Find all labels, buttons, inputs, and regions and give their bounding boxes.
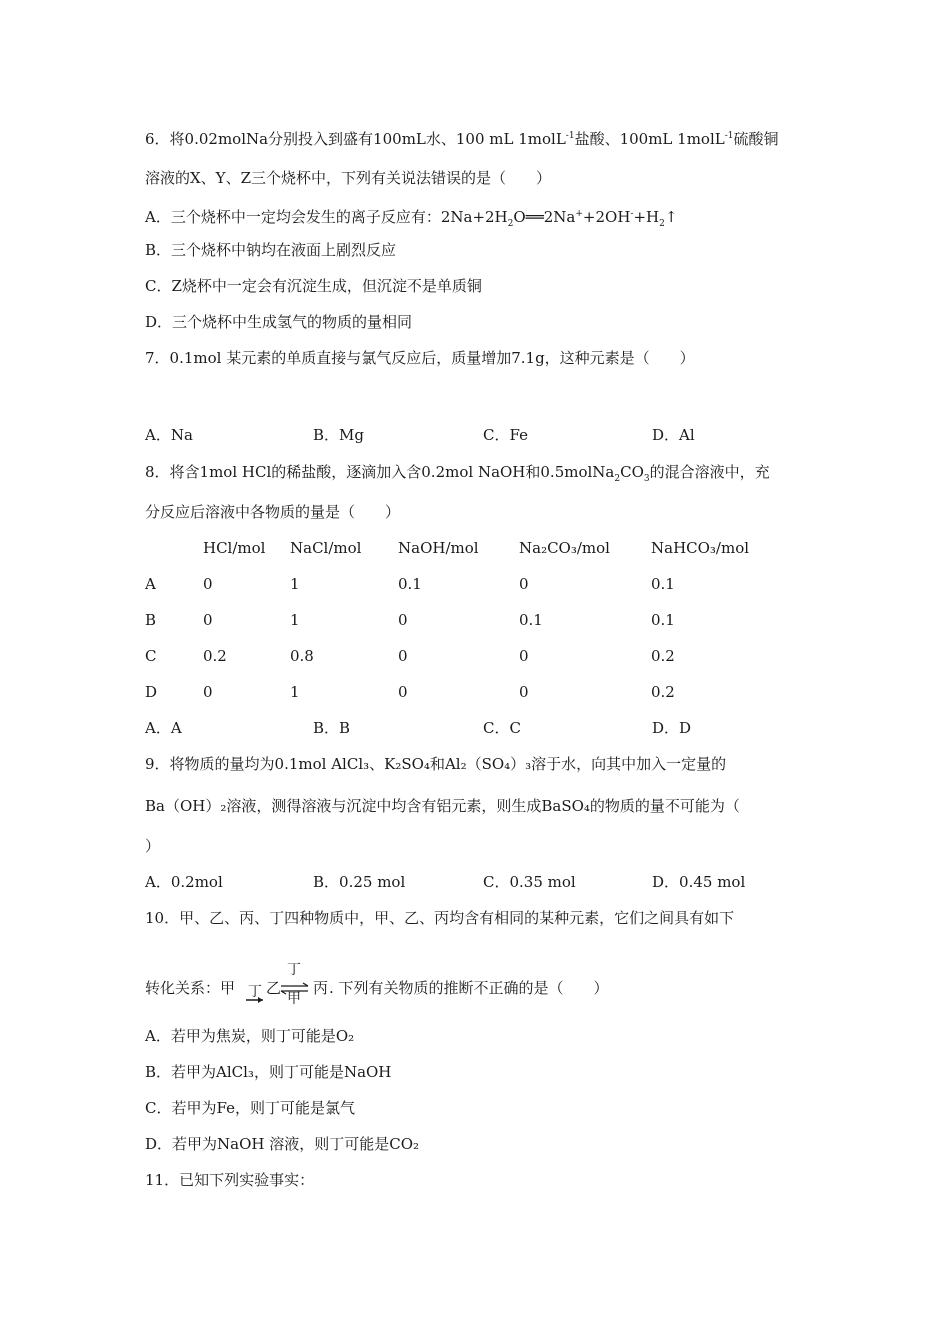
q8-option-c: C．C [483,719,521,737]
table-cell: 0 [519,683,529,701]
table-cell: 0 [203,683,213,701]
q6-option-b: B．三个烧杯中钠均在液面上剧烈反应 [145,241,397,259]
table-cell: 0.2 [203,647,227,665]
q6-stem-line2: 溶液的X、Y、Z三个烧杯中，下列有关说法错误的是（ ） [145,169,552,187]
q7-option-d: D．Al [652,426,695,444]
reagent-jia-bottom: 甲 [287,991,301,1007]
table-header-cell: HCl/mol [203,539,266,557]
q6-option-c: C．Z烧杯中一定会有沉淀生成，但沉淀不是单质铜 [145,277,482,295]
q8-option-b: B．B [313,719,351,737]
q6-stem-line1: 6．将0.02molNa分别投入到盛有100mL水、100 mL 1molL$^{-1}$盐酸、100mL 1molL$^{-1}$硫酸铜 [145,130,779,148]
q10-option-b: B．若甲为AlCl₃，则丁可能是NaOH [145,1063,392,1081]
q7-option-c: C．Fe [483,426,528,444]
q9-stem-line1: 9．将物质的量均为0.1mol AlCl₃、K₂SO₄和Al₂（SO₄）₃溶于水，向其中加入一定量的 [145,755,727,773]
q8-table-header [145,538,825,558]
reagent-ding-top: 丁 [287,962,301,978]
table-cell: 1 [290,683,300,701]
table-cell: 0 [398,647,408,665]
table-cell: 0 [398,683,408,701]
table-cell: 0.1 [398,575,422,593]
q11-stem: 11．已知下列实验事实： [145,1171,315,1189]
table-row [145,646,825,666]
table-cell: 0 [398,611,408,629]
q7-option-b: B．Mg [313,426,364,444]
scheme-suffix: . 下列有关物质的推断不正确的是（ ） [329,979,609,997]
q9-option-d: D．0.45 mol [652,873,746,891]
table-header-cell: NaOH/mol [398,539,479,557]
table-header-cell: NaCl/mol [290,539,362,557]
q10-option-a: A．若甲为焦炭，则丁可能是O₂ [145,1027,355,1045]
q7-stem: 7．0.1mol 某元素的单质直接与氯气反应后，质量增加7.1g，这种元素是（ ） [145,349,695,367]
table-cell: B [145,611,157,629]
table-cell: 1 [290,575,300,593]
q6-option-d: D．三个烧杯中生成氢气的物质的量相同 [145,313,413,331]
table-cell: C [145,647,157,665]
q9-option-c: C．0.35 mol [483,873,576,891]
q8-stem-line2: 分反应后溶液中各物质的量是（ ） [145,503,401,521]
species-bing: 丙 [313,979,329,997]
table-cell: A [145,575,156,593]
q9-stem-line2: Ba（OH）₂溶液，测得溶液与沉淀中均含有铝元素，则生成BaSO₄的物质的量不可能为（ [145,797,740,815]
table-row [145,682,825,702]
table-header-cell: Na₂CO₃/mol [519,539,610,557]
q7-option-a: A．Na [145,426,193,444]
q8-stem-line1: 8．将含1mol HCl的稀盐酸，逐滴加入含0.2mol NaOH和$0.5molNa_2CO_3$的混合溶液中，充 [145,463,770,484]
table-cell: 0.1 [651,611,675,629]
table-cell: 0.1 [519,611,543,629]
table-row [145,610,825,630]
q8-option-d: D．D [652,719,692,737]
q10-stem-line1: 10．甲、乙、丙、丁四种物质中，甲、乙、丙均含有相同的某种元素，它们之间具有如下 [145,909,735,927]
q8-option-a: A．A [145,719,182,737]
table-cell: 0.1 [651,575,675,593]
table-cell: 1 [290,611,300,629]
q9-option-a: A．0.2mol [145,873,223,891]
reagent-ding-label: 丁 [248,984,262,1000]
table-cell: 0 [203,611,213,629]
table-cell: 0.2 [651,683,675,701]
q9-option-b: B．0.25 mol [313,873,406,891]
table-cell: 0 [519,647,529,665]
scheme-prefix: 转化关系：甲 [145,979,236,997]
table-cell: D [145,683,158,701]
q9-stem-line3: ） [145,837,161,855]
table-row [145,574,825,594]
q6-option-a: A．三个烧杯中一定均会发生的离子反应有：$2Na+2H_2O══2Na^++2OH^-+H_2↑$ [145,208,678,229]
table-cell: 0 [519,575,529,593]
q10-option-c: C．若甲为Fe，则丁可能是氯气 [145,1099,355,1117]
q10-option-d: D．若甲为NaOH 溶液，则丁可能是CO₂ [145,1135,420,1153]
species-yi: 乙 [266,979,282,997]
table-cell: 0 [203,575,213,593]
table-cell: 0.2 [651,647,675,665]
table-header-cell: NaHCO₃/mol [651,539,750,557]
table-cell: 0.8 [290,647,314,665]
